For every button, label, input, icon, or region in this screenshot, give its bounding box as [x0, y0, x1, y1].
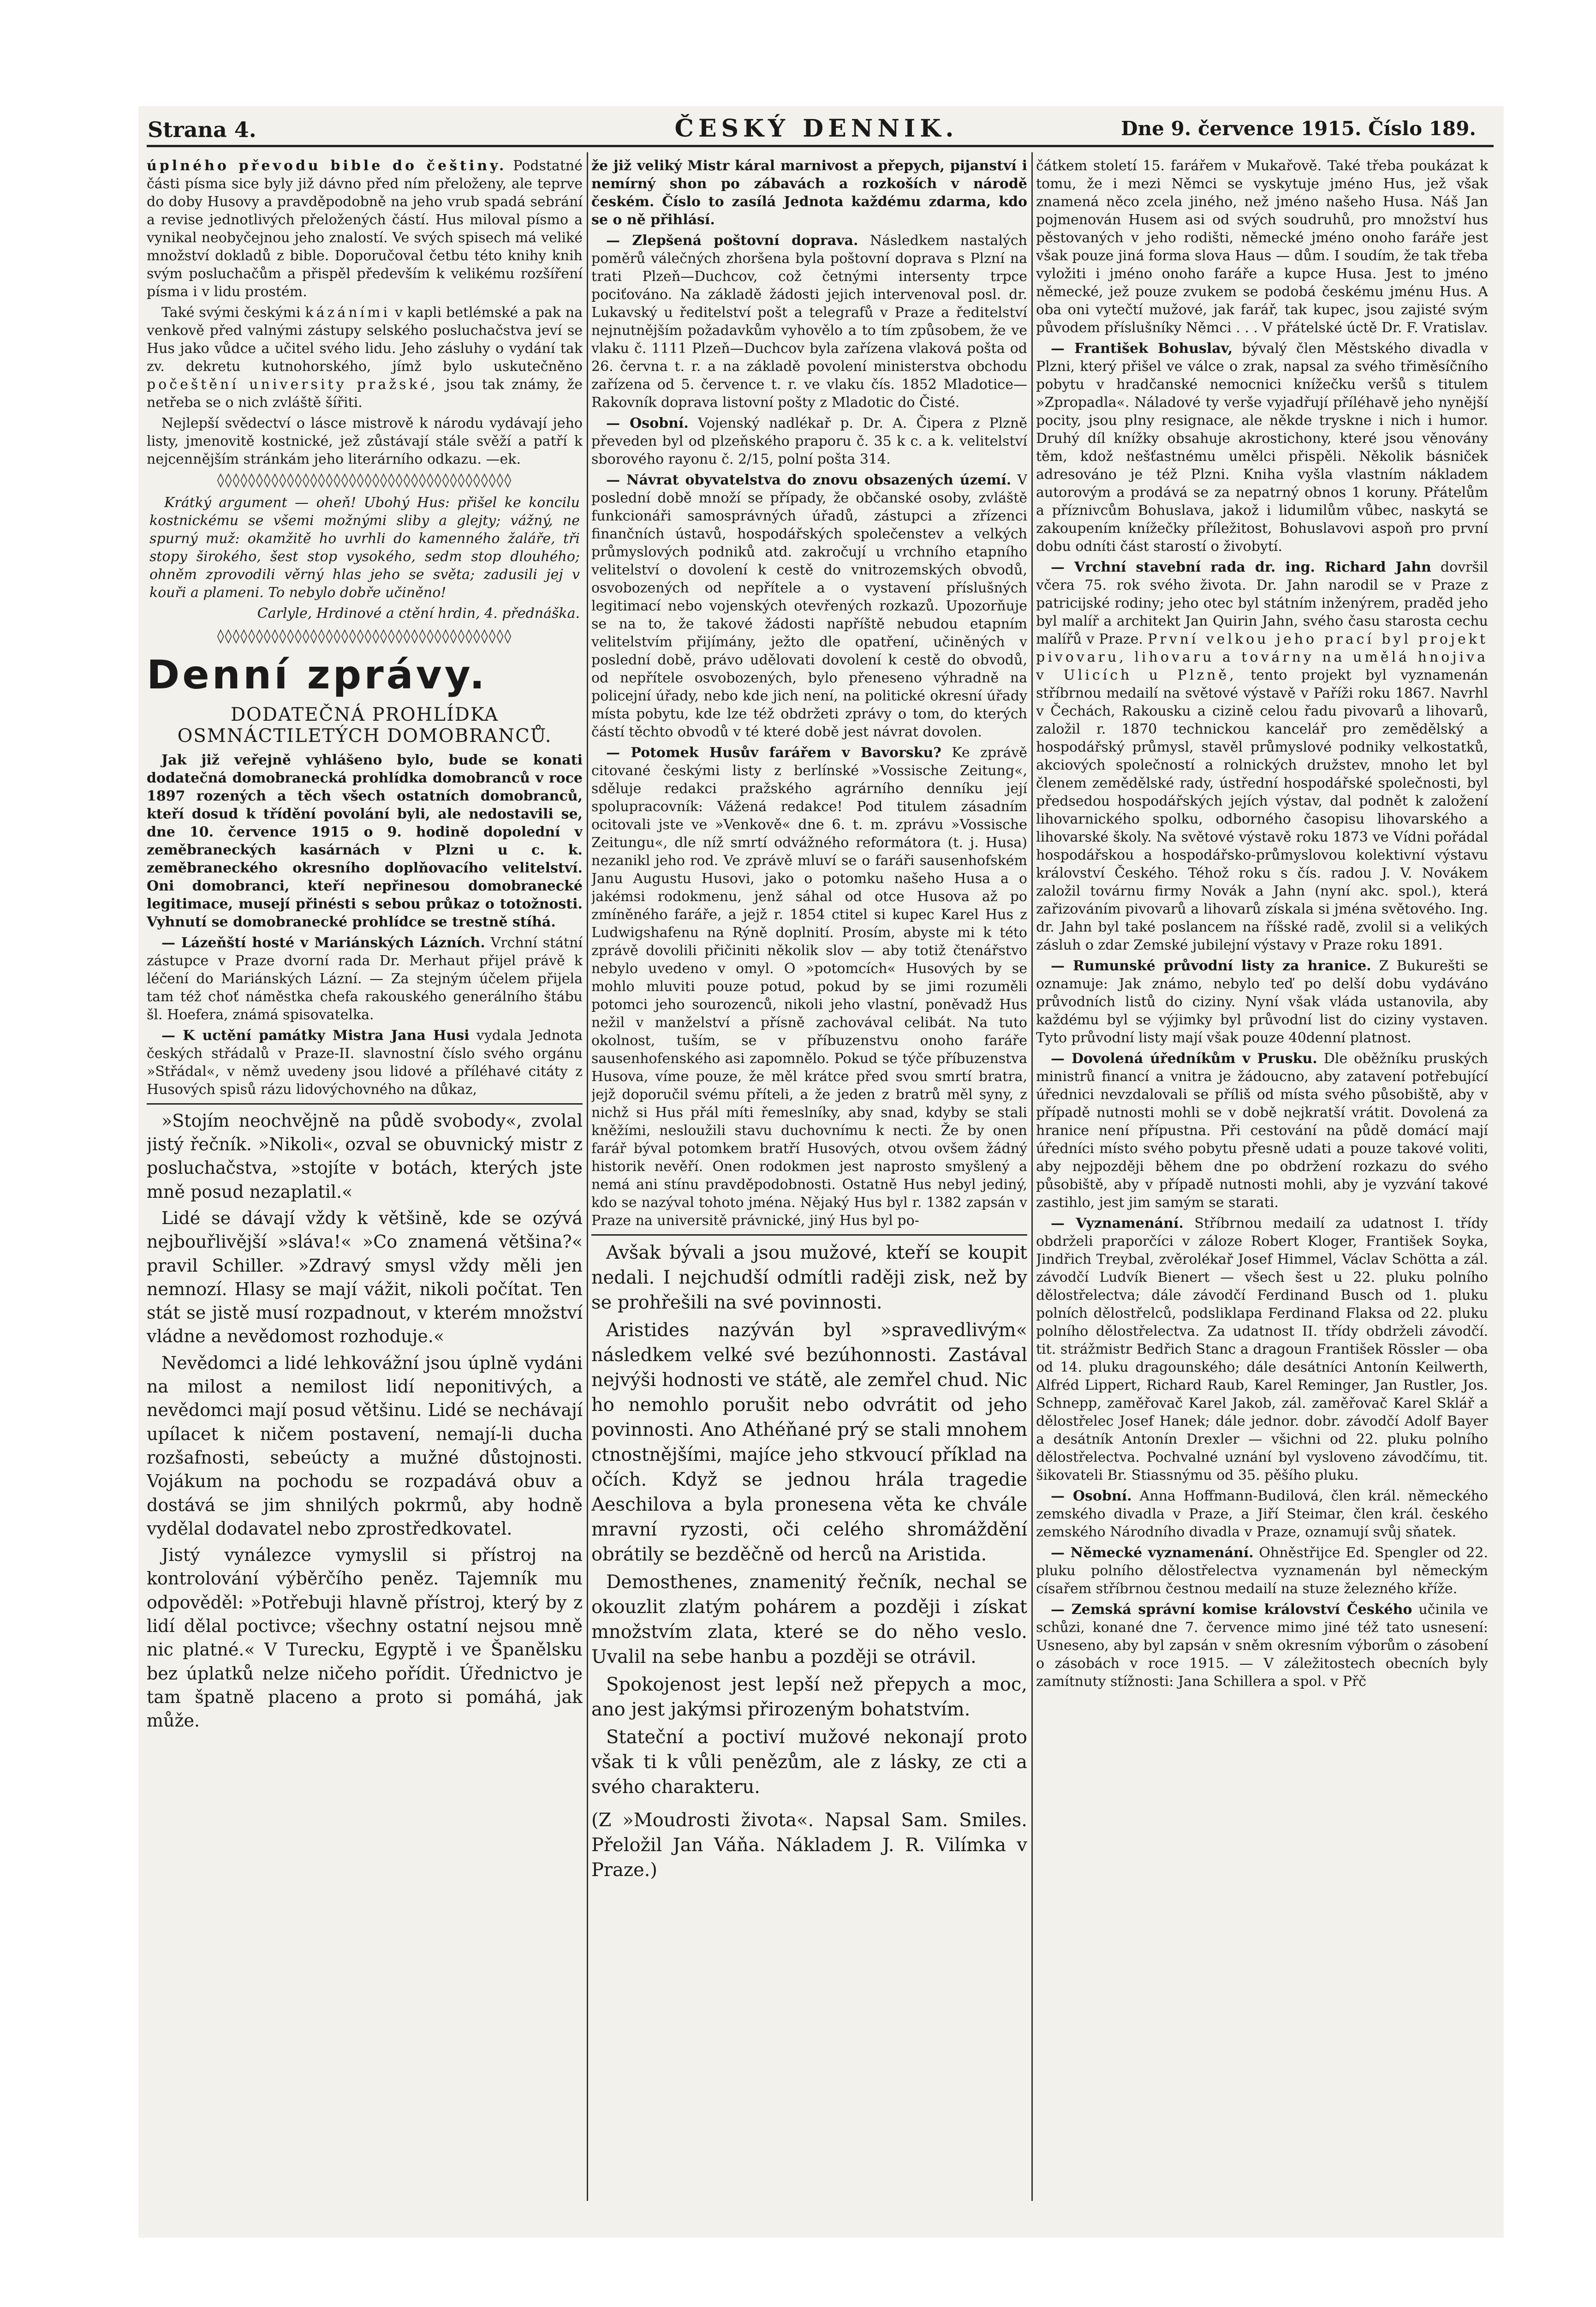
paragraph-text: Vojenský nadlékař p. Dr. A. Čipera z Plzně převeden byl od plzeňského praporu č. 35 k c. a k. velitelství sborového rayonu č. 2/15, polní pošta 314. [591, 415, 1027, 467]
essay-paragraph: Jistý vynálezce vymyslil si přístroj na kontrolování výběrčího peněz. Tajemník mu odpověděl: »Potřebuji hlavně přístroj, který by z lidí dělal poctivce; všechny ostatní nejsou mně nic platné.« V Turecku, Egyptě i ve Španělsku bez úplatků nelze ničeho pořídit. Úřednictvo je tam špatně placeno a proto si pomáhá, jak může. [147, 1545, 583, 1731]
paragraph-text: Následkem nastalých poměrů válečných zhoršena byla poštovní doprava s Plzní na trati Plzeň—Duchcov, což četnými intersenty trpce pociťováno. Na základě žádosti jejich intervenoval posl. dr. Lukavský u ředitelství pošt a telegrafů v Praze a ředitelství nejnutnějším požadavkům vyhovělo a to tím způsobem, že ve vlaku č. 1111 Plzeň—Duchcov byla zařízena vlaková pošta od 26. června t. r. a na základě povolení ministerstva obchodu zařízena od 5. července t. r. ve vlaku čís. 1852 Mladotice—Rakovník doprava listovní pošty z Mladotic do Čisté. [591, 233, 1027, 411]
article-paragraph [591, 471, 1027, 741]
ornament-divider: ◊◊◊◊◊◊◊◊◊◊◊◊◊◊◊◊◊◊◊◊◊◊◊◊◊◊◊◊◊◊◊◊◊◊◊◊◊◊ [217, 628, 512, 644]
paragraph-text: dovršil včera 75. rok svého života. Dr. Jahn narodil se v Praze z patricijské rodiny; jeho otec byl státním inženýrem, praděd jeho byl malíř a architekt Jan Quirin Jahn, svého času starosta cechu malířů v Praze. [1036, 559, 1488, 647]
news-headline: — Osobní. [1051, 1488, 1132, 1504]
news-headline: — Potomek Husův farářem v Bavorsku? [606, 745, 941, 761]
newspaper-title: ČESKÝ DENNIK. [674, 114, 959, 143]
column-3 [1036, 157, 1488, 2196]
paragraph-text: Stříbrnou medailí za udatnost I. třídy obdrželi praporčíci v záloze Robert Kloger, František Soyka, Jindřich Treybal, zvěrolékař Josef Himmel, Václav Schötta a zál. závodčí Ludvík Bienert — všech šest u 22. pluku polního dělostřelectva; dále závodčí Ferdinand Busch od 1. pluku polních dělostřelců, podsliklapa Ferdinand Flaksa od 22. pluku polního dělostřelectva. Za udatnost II. třídy obdrželi závodčí. tit. strážmistr Bedřich Stanc a dragoun František Rössler — oba od 14. pluku dragounského; dále desátníci Antonín Keilwerth, Alfréd Lippert, Richard Raub, Karel Reminger, Jan Rustler, Jos. Schnepp, zaměřovač Karel Jakob, zál. zaměřovač Karel Sklář a dělostřelec Josef Hanek; dále jednor. dobr. závodčí Adolf Bayer a desátník Antonín Drexler — všichni od 22. pluku polního dělostřelectva. Pochvalné uznání byl vysloveno závodčímu, tit. šikovateli Br. Stiassnýmu od 35. pěšího pluku. [1036, 1215, 1488, 1483]
article-paragraph [147, 934, 583, 1024]
page-number: Strana 4. [148, 117, 256, 142]
section-rule [591, 1234, 1027, 1236]
paragraph-text: Z Bukurešti se oznamuje: Jak známo, nebylo teď po delší dobu vydáváno průvodních listů do ciziny. Nyní však vláda ustanovila, aby každému byl se výjimky byl průvodní list do ciziny vystaven. Tyto průvodní listy mají však pouze 40denní platnost. [1036, 958, 1488, 1046]
essay-paragraph: Demosthenes, znamenitý řečník, nechal se okouzlit zlatým pohárem a později i získat množstvím zlata, které se do něho veslo. Uvalil na sebe hanbu a později se otrávil. [591, 1572, 1027, 1667]
essay-paragraph: Spokojenost jest lepší než přepych a moc, ano jest jakýmsi přirozeným bohatstvím. [591, 1674, 1027, 1720]
news-headline: — Osobní. [606, 415, 689, 431]
article-headline: DODATEČNÁ PROHLÍDKA OSMNÁCTILETÝCH DOMOBRANCŮ. [177, 704, 552, 747]
paragraph-text: v kapli betlémské a pak na venkově před valnými zástupy selského posluchačstva jeví se Hus jako vůdce a učitel svého lidu. Jeho zásluhy o vydání tak zv. dekretu kutnohorského, jímž bylo uskutečněno [147, 305, 583, 375]
essay-paragraph: Nevědomci a lidé lehkovážní jsou úplně vydáni na milost a nemilost lidí neponitivých, a nevědomci mají posud většinu. Lidé se nechávají upílacet k ničem postavení, nemají-li ducha rozšafnosti, sebeúcty a mužné důstojnosti. Vojákum na pochodu se rozpadává obuv a dostává se jim shnilých pokrmů, aby hodně vydělal dodavatel nebo zprostředkovatel. [147, 1352, 583, 1539]
paragraph-text: učinila ve schůzi, konané dne 7. července mimo jiné též tato usnesení: Usneseno, aby byl zapsán v sněm okresním výborům o zásobení o zásobách v roce 1915. — V záležitostech obecních byly zamítnuty stížnosti: Jana Schillera a spol. v Přč [1036, 1602, 1488, 1690]
essay-paragraph: Avšak bývali a jsou mužové, kteří se koupit nedali. I nejchudší odmítli raději zisk, než by se prohřešili na své povinnosti. [591, 1242, 1027, 1313]
ornament-divider: ◊◊◊◊◊◊◊◊◊◊◊◊◊◊◊◊◊◊◊◊◊◊◊◊◊◊◊◊◊◊◊◊◊◊◊◊◊◊ [217, 472, 512, 488]
paragraph-text: Vrchní státní zástupce v Praze dvorní rada Dr. Merhaut přijel právě k léčení do Mariánských Lázní. — Za stejným účelem přijela tam též choť náměstka chefa rakouského generálního štábu šl. Hoefera, známá spisovatelka. [147, 934, 583, 1023]
essay-paragraph: Aristides nazýván byl »spravedlivým« následkem velké své bezúhonnosti. Zastával nejvýši hodnosti ve státě, ale zemřel chud. Nic ho nemohlo porušit nebo odvrátit od jeho povinnosti. Ano Athéňané prý se stali mnohem ctnostnějšími, majíce jeho stkvoucí příklad na očích. Když se jednou hrála tragedie Aeschilova a byla pronesena věta ke chvále mravní ryzosti, oči celého shromáždění obrátily se bezděčně od herců na Aristida. [591, 1320, 1027, 1565]
article-paragraph: že již veliký Mistr káral marnivost a přepych, pijanství i nemírný shon po zábavách a rozkoších v národě českém. Číslo to zasílá Jednota každému zdarma, kdo se o ně přihlásí. [591, 158, 1027, 228]
article-paragraph [1036, 558, 1488, 954]
masthead-rule [147, 145, 1494, 147]
spaced-text: počeštění university pražské, [147, 377, 438, 393]
column-divider [587, 152, 588, 2201]
article-paragraph: Jak již veřejně vyhlášeno bylo, bude se konati dodatečná domobranecká prohlídka domobranců v roce 1897 rozených a těch všech ostatních domobranců, kteří dosud k třídění povolání byli, ale nedostavili se, dne 10. července 1915 o 9. hodině dopolední v zeměbraneckých kasárnách v Plzni u c. k. zeměbraneckého okresního doplňovacího velitelství. Oni domobranci, kteří nepřinesou domobranecké legitimace, musejí přinésti s sebou průkaz o totožnosti. Vyhnutí se domobranecké prohlídce se trestně stíhá. [147, 752, 583, 930]
section-title: Denní zprávy. [147, 652, 488, 698]
article-paragraph [1036, 1544, 1488, 1598]
paragraph-text: vydala Jednota českých střádalů v Praze-II. slavnostní číslo svého orgánu »Střádal«, v němž uvedeny jsou lidové a příléhavé citáty z Husových spisů rázu lidovýchovného na důkaz, [147, 1027, 583, 1098]
article-paragraph: čátkem století 15. farářem v Mukařově. Také třeba poukázat k tomu, že i mezi Němci se vyskytuje jméno Hus, jež však znamená něco zcela jiného, než jméno našeho Husa. Náš Jan pojmenován Husem asi od svých soudruhů, pro množství hus pěstovaných v jeho rodišti, německé jméno onoho faráře jest však pouze jiná forma slova Haus — dům. I soudím, že tak třeba vyložiti i jméno onoho faráře a kupce Husa. Jest to jméno německé, jež pouze zvukem se podobá českému jménu Hus. A oba oni vytečtí mužové, jak farář, tak kupec, jsou zajisté svým původem příslušníky Němci . . . V přátelské úctě Dr. F. Vratislav. [1036, 158, 1488, 336]
news-headline: — Lázeňští hosté v Mariánských Lázních. [161, 934, 485, 951]
book-credit: (Z »Moudrosti života«. Napsal Sam. Smiles. Přeložil Jan Váňa. Nákladem J. R. Vilímka v Praze.) [591, 1810, 1027, 1881]
paragraph-text: Ke zprávě citované českými listy z berlínské »Vossische Zeitung«, sděluje redakci pražského agrárního denníku její spolupracovník: Vážená redakce! Pod titulem zásadním ocitovali jste ve »Venkově« dne 6. t. m. zprávu »Vossische Zeitungu«, dle níž smrtí odvážného reformátora (t. j. Husa) nezanikl jeho rod. Ve zprávě mluví se o faráři sausenhofském Janu Augustu Husovi, jako o potomku našeho Husa a o jakémsi rodokmenu, jenž sáhal od otce Husova až po zmíněného faráře, a jejž r. 1854 ctitel si kupec Karel Hus z Ludwigshafenu na Rýně doplnití. Prosím, abyste mi k této zprávě dovolili přičiniti několik slov — aby totiž čtenářstvo nebylo uvedeno v omyl. O »potomcích« Husových by se mohlo mluviti pouze potud, pokud by se jimi rozuměli potomci jeho sourozenců, nikoli jeho vlastní, poněvadž Hus nežil v manželství a přísně zachovával celibát. Na tuto okolnost, tuším, se v příbuzenstvu onoho faráře sausenhofenského asi zapomnělo. Pokud se týče příbuzenstva Husova, víme pouze, že měl krátce před svou smrtí bratra, jejž doporučil svému příteli, a že jeden z bratrů měl syny, z nichž si Hus přál míti řemeslníky, aby snad, kdyby se stali kněžími, nesloužili stavu duchovnímu k necti. Že by onen farář býval potomkem bratří Husových, otvou ovšem žádný historik nevěří. Onen rodokmen jest naprosto smyšlený a nemá ani stínu pravděpodobnosti. Ostatně Hus nebyl jediný, kdo se nazýval tohoto jména. Nějaký Hus byl r. 1382 zapsán v Praze na universitě právnické, jiný Hus byl po- [591, 745, 1027, 1229]
article-paragraph [1036, 340, 1488, 556]
quote-box [147, 492, 583, 624]
paragraph-text: Podstatné části písma sice byly již dávno před ním přeloženy, ale teprve do doby Husovy a pravděpodobně na jeho vrub spadá sebrání a revise jednotlivých přeložených částí. Hus miloval písmo a vynikal neobyčejnou jeho znalostí. Ve svých spisech má veliké množství dokladů z bible. Doporučoval četbu této knihy knih svým posluchačům a přispěl především k velikému rozšíření písma i v lidu prostém. [147, 158, 583, 300]
column-2 [591, 157, 1027, 2196]
news-headline: — Vyznamenání. [1051, 1215, 1184, 1231]
paragraph-text: bývalý člen Městského divadla v Plzni, který přišel ve válce o zrak, napsal za svého třiměsíčního pobytu v hradčanské nemocnici knížečku veršů s titulem »Zpropadla«. Náladové ty verše vyjadřují příléhavě jeho nynější pocity, jsou plny resignace, ale někde tryskne i nich i humor. Druhý díl knížky obsahuje akrostichony, které jsou věnovány těm, kdož nešťastnému umělci přispěli. Několik básniček adresováno je též Plzni. Kniha vyšla vlastním nákladem autorovým a prodává se za nepatrný obnos 1 koruny. Přátelům a příznivcům Bohuslava, jakož i lidumilům vůbec, naskytá se zakoupením knížečky příležitost, Bohuslavovi aspoň pro první dobu odníti část starostí o živobytí. [1036, 341, 1488, 555]
news-headline: — Vrchní stavební rada dr. ing. Richard Jahn [1051, 559, 1431, 575]
news-headline: — František Bohuslav, [1051, 341, 1233, 357]
news-headline: — Rumunské průvodní listy za hranice. [1051, 958, 1371, 974]
paragraph-text: Dle oběžníku pruských ministrů financí a vnitra je žádoucno, aby zatavení potřebující úřednici nevzdalovali se příliš od místa svého působiště, aby v případě nutnosti mohli se v době nejkratší vrátit. Dovolená za hranice není přípustna. Při cestování na půdě domácí mají úředníci místo svého pobytu přesně udati a pouze takové voliti, aby nejpozději během dne po obdržení rozkazu do svého působiště, aby v případě nutnosti mohli, aby je vyzvání takové zastihlo, jest jim samým se starati. [1036, 1051, 1488, 1211]
spaced-text: úplného převodu bible do češtiny. [147, 158, 507, 174]
article-paragraph [1036, 1050, 1488, 1212]
news-headline: — K uctění památky Mistra Jana Husi [161, 1027, 470, 1044]
column-1 [147, 157, 583, 2196]
article-paragraph: Nejlepší svědectví o lásce mistrově k národu vydávají jeho listy, jmenovitě kostnické, jež zůstávají stále svěží a patří k nejcennějším stránkám jeho literárního odkazu. —ek. [147, 415, 583, 467]
article-paragraph [591, 744, 1027, 1230]
masthead [138, 114, 1495, 142]
article-paragraph [147, 157, 583, 301]
essay-paragraph: Lidé se dávají vždy k většině, kde se ozývá nejbouřlivější »sláva!« »Co znamená většina?« pravil Schiller. »Zdravý smysl vždy měli jen nemnozí. Hlasy se mají vážit, nikoli počítat. Ten stát se jistě musí rozpadnout, v kterém množství vládne a nevědomost rozhoduje.« [147, 1207, 583, 1347]
paragraph-text: Ohněstřijce Ed. Spengler od 22. pluku polního dělostřelectva vyznamenán byl německým císařem stříbrnou čestnou medailí na stuze železného kříže. [1036, 1545, 1488, 1597]
article-paragraph [1036, 1487, 1488, 1541]
quote-text: Krátký argument — oheň! Ubohý Hus: přišel ke koncilu kostnickému se všemi možnými sliby a glejty; vážný, ne spurný muž: okamžitě ho uvrhli do kamenného žaláře, tři stopy širokého, šest stop vysokého, sedm stop dlouhého; ohněm zprovodili věrný hlas jeho se světa; zadusili jej v kouři a plameni. To nebylo dobře učiněno! [149, 495, 580, 601]
article-paragraph [1036, 1601, 1488, 1691]
news-headline: — Návrat obyvatelstva do znovu obsazených území. [606, 472, 1012, 488]
paragraph-text: jsou tak známy, že netřeba se o nich zvláště šířiti. [147, 377, 583, 411]
essay-paragraph: Stateční a poctiví mužové nekonají proto však ti k vůli penězům, ale z lásky, ze cti a svého charakteru. [591, 1727, 1027, 1798]
essay-paragraph: »Stojím neochvějně na půdě svobody«, zvolal jistý řečník. »Nikoli«, ozval se obuvnický mistr z posluchačstva, »stojíte v botách, kterých jste mně posud nezaplatil.« [147, 1110, 583, 1202]
issue-date: Dne 9. července 1915. Číslo 189. [1121, 117, 1476, 140]
article-paragraph [147, 1027, 583, 1099]
article-paragraph [1036, 957, 1488, 1047]
paragraph-text: V poslední době množí se případy, že občanské osoby, zvláště funkcionáři samosprávných úřadů, zástupci a zřízenci finančních ústavů, hospodářských společenstev a velkých průmyslových podniků atd. zakročují u vrchního etapního velitelství o dovolení k cestě do vnitrozemských obvodů, osvobozených od nepřítele a o vystavení příslušných legitimací nebo vojenských otevřených rozkazů. Upozorňuje se na to, že takové žádosti napříště nebudou etapním velitelstvím přijímány, ježto dle opatření, učiněných v poslední době, právo udělovati dovolení k cestě do obvodů, od nepřítele osvobozených, bylo přeneseno výhradně na policejní úřady, nebo kde jich není, na politické okresní úřady místa pobytu, kde lze též obdržeti zprávy o tom, do kterých částí těchto obvodů v té které době jest návrat dovolen. [591, 472, 1027, 740]
paragraph-text: Také svými českými [161, 305, 301, 321]
news-headline: — Německé vyznamenání. [1051, 1545, 1254, 1561]
news-headline: — Dovolená úředníkům v Prusku. [1051, 1051, 1317, 1067]
article-paragraph [591, 414, 1027, 468]
paragraph-text: tento projekt byl vyznamenán stříbrnou medailí na světové výstavě v Paříži roku 1867. Navrhl v Čechách, Rakousku a cizině celou řadu pivovarů a lihovarů, založil r. 1870 technickou kancelář pro zemědělský a hospodářský průmysl, stavěl průmyslové podniky velkostatků, akciových společností a rolnických družstev, mnoho let byl členem zemědělské rady, ústřední hospodářské společnosti, byl předsedou hospodářských jejích výstav, dal podnět k založení lihovarnického spolku, odborného časopisu lihovarského a lihovarské školy. Na světové výstavě roku 1873 ve Vídni pořádal hospodářskou a hospodářsko-průmyslovou kolektivní výstavu království Českého. Téhož roku s čís. radou J. V. Novákem založil továrnu firmy Novák a Jahn (nyní akc. spol.), která zařizováním pivovarů a lihovarů získala si jména světového. Ing. dr. Jahn byl také poslancem na říšské radě, zvolil si a velikých zásluh o zdar Zemské jubilejní výstavy v Praze roku 1891. [1036, 667, 1488, 953]
section-rule [147, 1103, 583, 1105]
spaced-text: První velkou jeho prací byl projekt pivovaru, lihovaru a továrny na umělá hnojiva v Ulicích u Plzně, [1036, 631, 1488, 683]
spaced-text: kázáními [305, 305, 391, 321]
article-paragraph [1036, 1214, 1488, 1484]
quote-attribution: Carlyle, Hrdinové a ctění hrdin, 4. přednáška. [257, 605, 580, 622]
article-paragraph [147, 304, 583, 412]
news-headline: — Zemská správní komise království Českého [1051, 1602, 1412, 1618]
column-divider [1031, 152, 1033, 2201]
news-headline: — Zlepšená poštovní doprava. [606, 233, 858, 249]
article-paragraph [591, 232, 1027, 412]
paragraph-text: Anna Hoffmann-Budilová, člen král. německého zemského divadla v Praze, a Jiří Steimar, člen král. českého zemského Národního divadla v Praze, oznamují svůj sňatek. [1036, 1488, 1488, 1540]
